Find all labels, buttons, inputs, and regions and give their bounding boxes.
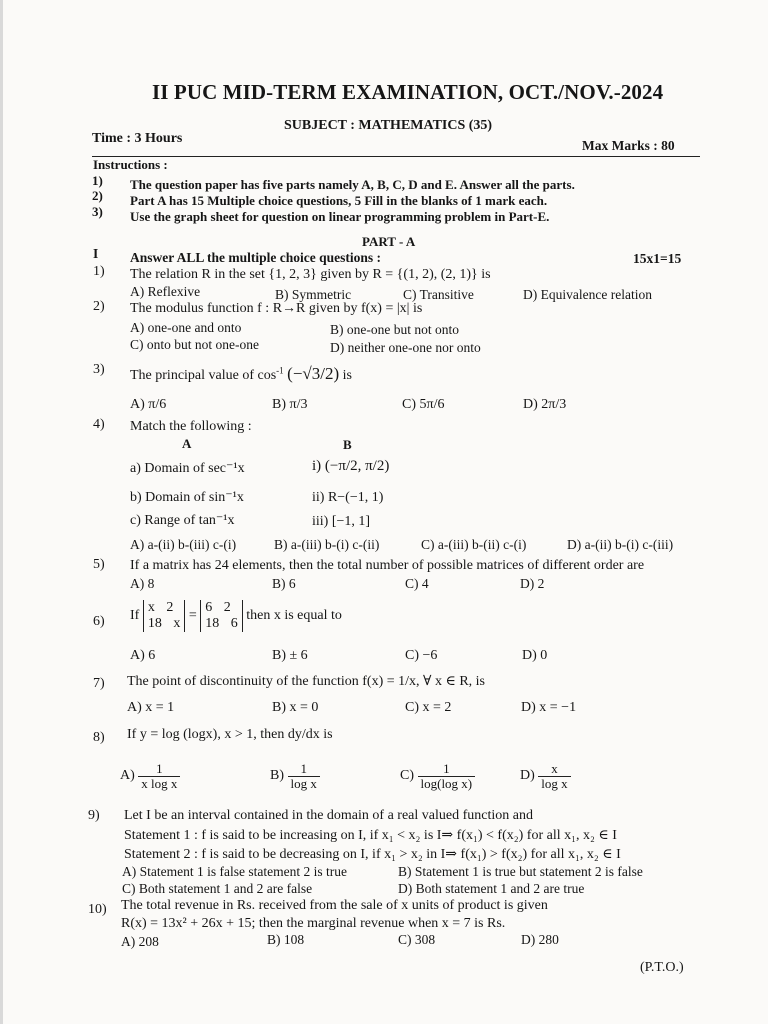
option-c: C) onto but not one-one [130, 337, 259, 352]
question-text: Match the following : [130, 419, 252, 434]
question-text: The total revenue in Rs. received from the sale of x units of product is given [121, 898, 548, 913]
match-row-i: i) (−π/2, π/2) [312, 458, 390, 474]
denominator: log x [290, 775, 317, 791]
option-c: C) Both statement 1 and 2 are false [122, 881, 313, 896]
question-number: 2) [93, 299, 105, 314]
question-number: 5) [93, 557, 105, 572]
max-marks: Max Marks : 80 [582, 138, 675, 153]
exam-time: Time : 3 Hours [92, 131, 183, 146]
exam-subject: SUBJECT : MATHEMATICS (35) [284, 118, 493, 133]
option-d: D) a-(ii) b-(i) c-(iii) [567, 537, 674, 552]
determinant-right [200, 600, 243, 632]
option-b [270, 762, 320, 790]
question-text: If a matrix has 24 elements, then the total number of possible matrices of different order are [130, 558, 645, 573]
option-a: A) one-one and onto [130, 320, 242, 335]
inverse-superscript: -1 [276, 365, 284, 376]
option-a: A) 6 [130, 648, 156, 663]
option-d: D) 280 [521, 932, 559, 947]
option-a: A) x = 1 [127, 700, 175, 715]
option-b: B) a-(iii) b-(i) c-(ii) [274, 537, 380, 552]
instruction-text: Part A has 15 Multiple choice questions, 5 Fill in the blanks of 1 mark each. [130, 193, 548, 208]
column-b-heading: B [343, 437, 352, 452]
option-c: C) 5π/6 [402, 397, 445, 412]
instructions-heading: Instructions : [93, 157, 168, 172]
option-label: D) [520, 768, 535, 784]
part-a-heading: PART - A [362, 234, 416, 249]
match-row-iii: iii) [−1, 1] [312, 514, 371, 529]
option-c: C) 308 [398, 932, 436, 947]
option-b: B) Symmetric [275, 287, 352, 302]
option-label: A) [120, 768, 135, 784]
option-b: B) x = 0 [272, 700, 319, 715]
page-turn-note: (P.T.O.) [640, 960, 684, 975]
option-a: A) π/6 [130, 397, 167, 412]
match-row-ii: ii) R−(−1, 1) [312, 490, 384, 505]
column-a-heading: A [182, 436, 192, 451]
determinant-left [143, 600, 186, 632]
option-d: D) Both statement 1 and 2 are true [398, 881, 585, 896]
question-number: 8) [93, 730, 105, 745]
question-number: 3) [93, 362, 105, 377]
statement-1: Statement 1 : f is said to be increasing on I, if x₁ < x₂ is I⇒ f(x₁) < f(x₂) for all x₁, x₂ ∈ I [124, 828, 617, 843]
header-rule [92, 156, 700, 157]
instruction-num: 1) [92, 173, 103, 188]
det-row: 6 2 [205, 600, 231, 615]
option-d: D) 0 [522, 648, 548, 663]
option-b: B) one-one but not onto [330, 322, 459, 337]
option-c: C) −6 [405, 648, 438, 663]
exam-title: II PUC MID-TERM EXAMINATION, OCT./NOV.-2024 [152, 80, 664, 104]
denominator: x log x [141, 775, 178, 791]
question-text: The modulus function f : R→R given by f(x) = |x| is [130, 301, 423, 316]
option-c: C) x = 2 [405, 700, 452, 715]
option-a [120, 762, 180, 790]
numerator: 1 [138, 762, 180, 777]
fraction [138, 762, 180, 790]
numerator: x [538, 762, 570, 777]
fraction [288, 762, 320, 790]
question-number: 4) [93, 417, 105, 432]
question-text [130, 600, 342, 632]
question-text-tail: then x is equal to [246, 608, 342, 624]
section-marks: 15x1=15 [633, 251, 682, 266]
option-b: B) ± 6 [272, 648, 308, 663]
fraction [418, 762, 476, 790]
match-row-b: b) Domain of sin⁻¹x [130, 490, 244, 505]
option-d: D) 2π/3 [523, 397, 567, 412]
instruction-num: 3) [92, 204, 103, 219]
option-c: C) 4 [405, 576, 429, 591]
question-text: If y = log (logx), x > 1, then dy/dx is [127, 727, 333, 742]
option-a: A) a-(ii) b-(iii) c-(i) [130, 537, 237, 552]
question-text [130, 364, 352, 384]
option-b: B) π/3 [272, 397, 308, 412]
instruction-text: The question paper has five parts namely A, B, C, D and E. Answer all the parts. [130, 177, 575, 192]
option-d: D) x = −1 [521, 700, 577, 715]
question-text-tail: is [342, 368, 352, 383]
option-c: C) Transitive [403, 287, 474, 302]
option-label: B) [270, 768, 284, 784]
instruction-num: 2) [92, 188, 103, 203]
option-a: A) Reflexive [130, 284, 201, 299]
if-label: If [130, 608, 140, 624]
question-argument: (−√3/2) [287, 364, 340, 383]
section-number: I [93, 246, 99, 261]
question-text-main: The principal value of cos [130, 368, 277, 383]
option-c [400, 762, 475, 790]
option-b: B) Statement 1 is true but statement 2 is false [398, 864, 643, 879]
denominator: log(log x) [420, 775, 473, 791]
statement-2: Statement 2 : f is said to be decreasing on I, if x₁ > x₂ in I⇒ f(x₁) > f(x₂) for all x₁, x₂ ∈ I [124, 847, 621, 862]
instruction-text: Use the graph sheet for question on linear programming problem in Part-E. [130, 209, 550, 224]
page-edge [0, 0, 3, 1024]
option-a: A) 208 [121, 934, 159, 949]
option-label: C) [400, 768, 414, 784]
denominator: log x [541, 775, 568, 791]
question-number: 9) [88, 808, 100, 823]
fraction [538, 762, 570, 790]
option-a: A) Statement 1 is false statement 2 is true [122, 864, 347, 879]
option-d: D) neither one-one nor onto [330, 340, 481, 355]
option-d: D) Equivalence relation [523, 287, 652, 302]
question-number: 1) [93, 264, 105, 279]
section-instruction: Answer ALL the multiple choice questions : [130, 250, 382, 265]
question-text: The point of discontinuity of the function f(x) = 1/x, ∀ x ∈ R, is [127, 674, 485, 689]
numerator: 1 [288, 762, 320, 777]
det-row: 18 6 [205, 616, 238, 632]
question-text: The relation R in the set {1, 2, 3} given by R = {(1, 2), (2, 1)} is [130, 267, 491, 282]
question-text-line-2: R(x) = 13x² + 26x + 15; then the marginal revenue when x = 7 is Rs. [121, 916, 506, 931]
question-number: 7) [93, 676, 105, 691]
option-c: C) a-(iii) b-(ii) c-(i) [421, 537, 527, 552]
match-row-a: a) Domain of sec⁻¹x [130, 461, 245, 476]
option-b: B) 6 [272, 576, 296, 591]
question-number: 10) [88, 902, 107, 917]
det-row: 18 x [147, 616, 181, 632]
numerator: 1 [418, 762, 476, 777]
option-d: D) 2 [520, 576, 545, 591]
option-b: B) 108 [267, 932, 305, 947]
option-a: A) 8 [130, 576, 155, 591]
option-d [520, 762, 571, 790]
question-text: Let I be an interval contained in the domain of a real valued function and [124, 808, 533, 823]
match-row-c: c) Range of tan⁻¹x [130, 513, 235, 528]
det-row: x 2 [147, 600, 174, 615]
question-number: 6) [93, 614, 105, 629]
equals-sign: = [188, 608, 197, 624]
